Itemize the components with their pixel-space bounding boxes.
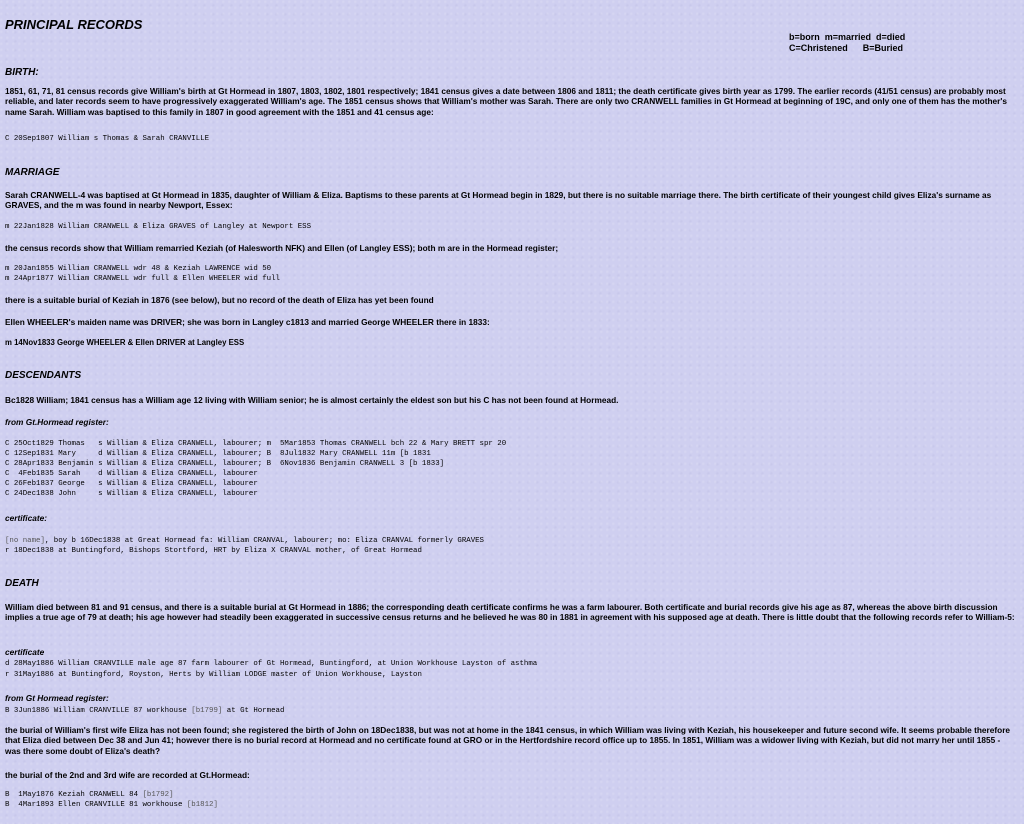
marriage-record-2b: m 24Apr1877 William CRANWELL wdr full & Ellen WHEELER wid full xyxy=(5,275,280,283)
register-row: C 4Feb1835 Sarah d William & Eliza CRANWELL, labourer xyxy=(5,470,258,478)
certificate-line-1 xyxy=(5,537,484,546)
marriage-record-1: m 22Jan1828 William CRANWELL & Eliza GRAVES of Langley at Newport ESS xyxy=(5,223,312,231)
marriage-record-2a: m 20Jan1855 William CRANWELL wdr 48 & Keziah LAWRENCE wid 50 xyxy=(5,265,272,273)
burial-record-text: B 3Jun1886 William CRANVILLE 87 workhouse xyxy=(5,707,192,715)
death-certificate-line-1: d 28May1886 William CRANVILLE male age 87 farm labourer of Gt Hormead, Buntingford, at Union Workhouse Layston of asthma xyxy=(5,660,538,668)
burial-record-keziah xyxy=(5,791,174,800)
descendants-paragraph: Bc1828 William; 1841 census has a William age 12 living with William senior; he is almost certainly the eldest son but his C has not been found at Hormead. xyxy=(5,395,619,405)
burial-record-text: B 1May1876 Keziah CRANWELL 84 xyxy=(5,791,143,799)
register-row: C 28Apr1833 Benjamin s William & Eliza CRANWELL, labourer; B 6Nov1836 Benjamin CRANWELL 3 [b 1833] xyxy=(5,460,445,468)
marriage-paragraph-2: the census records show that William remarried Keziah (of Halesworth NFK) and Ellen (of Langley ESS); both m are in the Hormead register; xyxy=(5,243,559,253)
birth-heading: BIRTH: xyxy=(5,67,39,78)
death-register-subheading: from Gt Hormead register: xyxy=(5,693,109,703)
burial-place: at Gt Hormead xyxy=(222,707,285,715)
death-certificate-line-2: r 31May1886 at Buntingford, Royston, Herts by William LODGE master of Union Workhouse, Layston xyxy=(5,671,422,679)
burial-record-ellen xyxy=(5,801,218,810)
birth-paragraph: 1851, 61, 71, 81 census records give William's birth at Gt Hormead in 1807, 1803, 1802, 1801 respectively; 1841 census gives a date between 1806 and 1811; the death certificate gives birth year as 1799. The earlier records (41/51 census) are probably most reliable, and later records seem to have progressively exaggerated William's age. The 1851 census shows that William's mother was Sarah. There are only two CRANWELL families in Gt Hormead at beginning of 19C, and only one of them has the mother's name Sarah. William was baptised to this family in 1807 in good agreement with the 1851 and 41 census age: xyxy=(5,86,1007,117)
birth-year-note: [b1812] xyxy=(186,801,218,809)
death-paragraph-1: William died between 81 and 91 census, and there is a suitable burial at Gt Hormead in 1886; the corresponding death certificate confirms he was a farm labourer. Both certificate and burial records give his age as 87, whereas the above birth discussion implies a true age of 79 at death; his age however had steadily been exaggerated in successive census returns and he believed he was 80 in 1881 in agreement with his supposed age at death. There is little doubt that the following records refer to William-5: xyxy=(5,602,1015,623)
legend-line-1: b=born m=married d=died xyxy=(789,32,906,42)
marriage-heading: MARRIAGE xyxy=(5,167,60,178)
register-row: C 25Oct1829 Thomas s William & Eliza CRANWELL, labourer; m 5Mar1853 Thomas CRANWELL bch 22 & Mary BRETT spr 20 xyxy=(5,440,507,448)
death-paragraph-2: the burial of William's first wife Eliza has not been found; she registered the birth of John on 18Dec1838, but was not at home in the 1841 census, in which William was living with Keziah, his housekeeper and future second wife. It seems probable therefore that Eliza died between Dec 38 and Jun 41; however there is no burial record at Hormead and no certificate found at GRO or in the Hertfordshire record office up to 1855. In 1851, William was a widower living with Keziah, but did not marry her until 1855 - was there some doubt of Eliza's death? xyxy=(5,725,1011,756)
marriage-paragraph-1: Sarah CRANWELL-4 was baptised at Gt Hormead in 1835, daughter of William & Eliza. Baptisms to these parents at Gt Hormead begin in 1829, but there is no suitable marriage there. The birth certificate of their youngest child gives Eliza's surname as GRAVES, and the m was found in nearby Newport, Essex: xyxy=(5,190,992,211)
burial-record-text: B 4Mar1893 Ellen CRANVILLE 81 workhouse xyxy=(5,801,187,809)
marriage-paragraph-4: Ellen WHEELER's maiden name was DRIVER; she was born in Langley c1813 and married George WHEELER there in 1833: xyxy=(5,317,490,327)
descendants-heading: DESCENDANTS xyxy=(5,370,82,381)
register-row: C 26Feb1837 George s William & Eliza CRANWELL, labourer xyxy=(5,480,258,488)
no-name-marker: [no name] xyxy=(5,537,45,545)
marriage-record-3: m 14Nov1833 George WHEELER & Ellen DRIVER at Langley ESS xyxy=(5,338,245,347)
death-certificate-subheading: certificate xyxy=(5,647,45,657)
death-heading: DEATH xyxy=(5,578,39,589)
death-paragraph-3: the burial of the 2nd and 3rd wife are recorded at Gt.Hormead: xyxy=(5,770,250,780)
burial-record-william xyxy=(5,707,284,716)
birth-year-note: [b1792] xyxy=(142,791,174,799)
birth-year-note: [b1799] xyxy=(191,707,223,715)
birth-record: C 20Sep1807 William s Thomas & Sarah CRANVILLE xyxy=(5,135,210,143)
certificate-line-2: r 18Dec1838 at Buntingford, Bishops Stortford, HRT by Eliza X CRANVAL mother, of Great Hormead xyxy=(5,547,422,555)
certificate-line-1-text: , boy b 16Dec1838 at Great Hormead fa: William CRANVAL, labourer; mo: Eliza CRANVAL formerly GRAVES xyxy=(44,537,484,545)
descendants-register-subheading: from Gt.Hormead register: xyxy=(5,417,109,427)
marriage-paragraph-3: there is a suitable burial of Keziah in 1876 (see below), but no record of the death of Eliza has yet been found xyxy=(5,295,434,305)
page-title: PRINCIPAL RECORDS xyxy=(5,17,143,32)
descendants-certificate-subheading: certificate: xyxy=(5,513,47,523)
register-row: C 12Sep1831 Mary d William & Eliza CRANWELL, labourer; B 8Jul1832 Mary CRANWELL 11m [b 1831 xyxy=(5,450,431,458)
register-row: C 24Dec1838 John s William & Eliza CRANWELL, labourer xyxy=(5,490,258,498)
abbreviation-legend xyxy=(789,32,905,54)
legend-line-2: C=Christened B=Buried xyxy=(789,43,904,53)
